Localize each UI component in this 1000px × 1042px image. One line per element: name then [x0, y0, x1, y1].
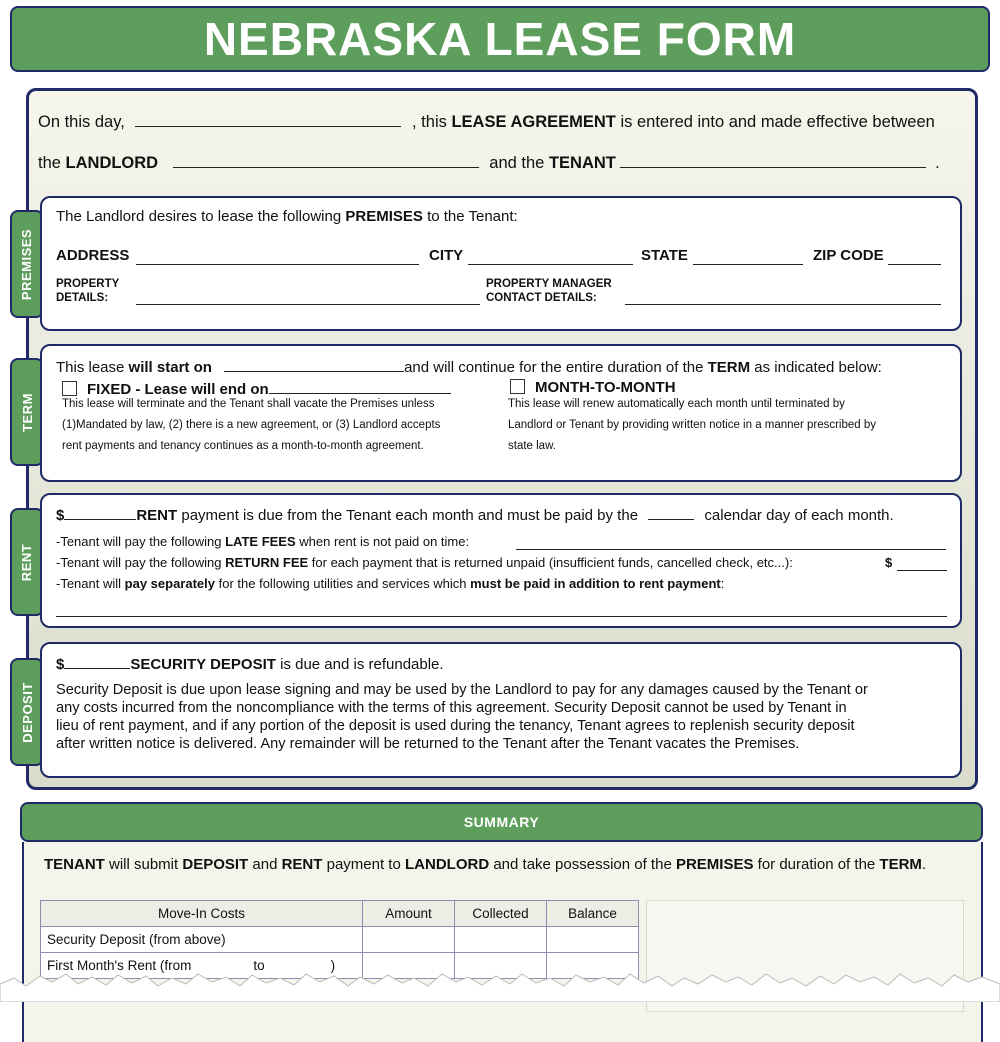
deposit-dollar: $: [56, 656, 65, 673]
premises-desc: [56, 208, 518, 225]
tenant-field[interactable]: [620, 153, 926, 168]
ret-a: -Tenant will pay the following: [56, 555, 222, 570]
rent-due-a: payment is due from the Tenant each month and must be paid by the: [181, 507, 639, 524]
deposit-p1: Security Deposit is due upon lease signing and may be used by the Landlord to pay for any damages caused by the Tenant or: [56, 682, 868, 698]
summary-s8: and take possession of the: [493, 856, 672, 873]
utilities-line: [56, 576, 724, 591]
premises-section: [40, 196, 962, 331]
summary-s12: .: [921, 856, 927, 873]
rent-due-line: [56, 505, 894, 524]
premises-desc-c: to the Tenant:: [427, 208, 518, 225]
intro-text: On this day,: [38, 113, 125, 131]
torn-edge: [0, 962, 1000, 1002]
deposit-label: SECURITY DEPOSIT: [130, 656, 276, 673]
manager-contact-line2: CONTACT DETAILS:: [486, 292, 597, 304]
term-tab: [10, 358, 44, 466]
intro-text: TENANT: [548, 154, 616, 172]
manager-contact-field[interactable]: [625, 290, 941, 305]
term-start-c: and will continue for the entire duration of the: [404, 359, 704, 376]
property-details-line1: PROPERTY: [56, 278, 120, 290]
rent-amount-field[interactable]: [64, 505, 136, 520]
city-label: CITY: [429, 247, 464, 264]
premises-desc-a: The Landlord desires to lease the following: [56, 208, 342, 225]
summary-statement: [44, 856, 926, 873]
summary-s9: PREMISES: [675, 856, 754, 873]
mtm-label: MONTH-TO-MONTH: [535, 379, 676, 396]
premises-tab-label: PREMISES: [19, 228, 35, 300]
deposit-tab: [10, 658, 44, 766]
intro-text: , this: [412, 113, 447, 131]
premises-tab: [10, 210, 44, 318]
mtm-checkbox[interactable]: [510, 379, 525, 394]
deposit-amount-field[interactable]: [64, 654, 130, 669]
collected-cell[interactable]: [455, 927, 547, 953]
fixed-option: [62, 379, 451, 398]
summary-s1: TENANT: [44, 856, 105, 873]
summary-s4: and: [252, 856, 278, 873]
term-start-b: will start on: [128, 359, 212, 376]
intro-text: .: [935, 154, 940, 172]
intro-text: LANDLORD: [65, 154, 159, 172]
zip-label: ZIP CODE: [813, 247, 884, 264]
utilities-field[interactable]: [56, 602, 947, 617]
deposit-section: [40, 642, 962, 778]
city-field[interactable]: [468, 250, 633, 265]
row2-a: First Month's Rent (from: [47, 958, 192, 973]
intro-text: the: [38, 154, 61, 172]
landlord-field[interactable]: [173, 153, 479, 168]
end-date-field[interactable]: [269, 379, 451, 394]
rent-label: RENT: [136, 507, 178, 524]
property-details-field[interactable]: [136, 290, 480, 305]
rent-dollar: $: [56, 507, 65, 524]
fixed-desc-3: rent payments and tenancy continues as a month-to-month agreement.: [62, 440, 424, 452]
rent-tab-label: RENT: [19, 543, 35, 581]
summary-s6: payment to: [326, 856, 401, 873]
rent-section: [40, 493, 962, 628]
util-d: must be paid in addition to rent payment: [470, 576, 721, 591]
intro-text: and the: [489, 154, 545, 172]
return-fee-dollar: $: [885, 555, 893, 570]
deposit-tab-label: DEPOSIT: [19, 681, 35, 743]
late-a: -Tenant will pay the following: [56, 534, 222, 549]
deposit-line: [56, 654, 444, 673]
address-field[interactable]: [136, 250, 419, 265]
late-fees-line: [56, 534, 469, 549]
state-field[interactable]: [693, 250, 803, 265]
zip-field[interactable]: [888, 250, 941, 265]
deposit-p4: after written notice is delivered. Any remainder will be returned to the Tenant after the Tenant vacates the Premises.: [56, 736, 800, 752]
return-fee-line: [56, 555, 793, 570]
state-label: STATE: [641, 247, 688, 264]
table-row: [41, 927, 639, 953]
mtm-option: [510, 379, 676, 396]
table-header: Move-In Costs: [41, 901, 363, 927]
summary-title: SUMMARY: [20, 802, 983, 842]
intro-line-2: [38, 153, 940, 173]
ret-b: RETURN FEE: [225, 555, 309, 570]
term-start-d: TERM: [707, 359, 751, 376]
form-title: NEBRASKA LEASE FORM: [10, 6, 990, 72]
util-c: for the following utilities and services which: [218, 576, 467, 591]
rent-due-b: calendar day of each month.: [704, 507, 894, 524]
table-header: Balance: [547, 901, 639, 927]
mtm-desc-1: This lease will renew automatically each month until terminated by: [508, 398, 845, 410]
intro-text: is entered into and made effective between: [620, 113, 935, 131]
table-cell: Security Deposit (from above): [41, 927, 363, 953]
row2-b: to: [253, 958, 265, 973]
row2-c: ): [330, 958, 336, 973]
fixed-checkbox[interactable]: [62, 381, 77, 396]
date-field[interactable]: [135, 112, 401, 127]
amount-cell[interactable]: [363, 927, 455, 953]
table-header-row: [41, 901, 639, 927]
start-date-field[interactable]: [224, 357, 404, 372]
term-start: [56, 357, 882, 376]
property-details-label: [56, 277, 119, 305]
property-details-line2: DETAILS:: [56, 292, 109, 304]
summary-s7: LANDLORD: [405, 856, 490, 873]
premises-desc-b: PREMISES: [345, 208, 423, 225]
summary-s3: DEPOSIT: [182, 856, 249, 873]
table-header: Collected: [455, 901, 547, 927]
late-c: when rent is not paid on time:: [299, 534, 470, 549]
ret-c: for each payment that is returned unpaid (insufficient funds, cancelled check, etc...):: [311, 555, 793, 570]
summary-s2: will submit: [109, 856, 179, 873]
intro-text: LEASE AGREEMENT: [451, 113, 616, 131]
mtm-desc-2: Landlord or Tenant by providing written notice in a manner prescribed by: [508, 419, 876, 431]
intro-line-1: [38, 112, 935, 132]
term-tab-label: TERM: [19, 392, 35, 432]
fixed-desc-2: (1)Mandated by law, (2) there is a new agreement, or (3) Landlord accepts: [62, 419, 441, 431]
late-fees-field[interactable]: [516, 535, 946, 550]
term-section: [40, 344, 962, 482]
term-start-a: This lease: [56, 359, 125, 376]
util-a: -Tenant will: [56, 576, 122, 591]
late-b: LATE FEES: [225, 534, 296, 549]
summary-s10: for duration of the: [757, 856, 876, 873]
deposit-p2: any costs incurred from the noncompliance with the terms of this agreement. Security Deposit cannot be used by Tenant in: [56, 700, 847, 716]
summary-s5: RENT: [281, 856, 323, 873]
util-e: :: [720, 576, 725, 591]
summary-s11: TERM: [879, 856, 922, 873]
balance-cell[interactable]: [547, 927, 639, 953]
due-day-field[interactable]: [648, 505, 694, 520]
mtm-desc-3: state law.: [508, 440, 556, 452]
term-start-e: as indicated below:: [754, 359, 882, 376]
fixed-desc-1: This lease will terminate and the Tenant shall vacate the Premises unless: [62, 398, 435, 410]
return-fee-field[interactable]: [897, 556, 947, 571]
manager-contact-line1: PROPERTY MANAGER: [486, 278, 612, 290]
fixed-label: FIXED - Lease will end on: [87, 381, 269, 398]
rent-tab: [10, 508, 44, 616]
deposit-p3: lieu of rent payment, and if any portion of the deposit is used during the tenancy, Tenant agrees to replenish security deposit: [56, 718, 855, 734]
manager-contact-label: [486, 277, 612, 305]
util-b: pay separately: [124, 576, 215, 591]
table-header: Amount: [363, 901, 455, 927]
address-label: ADDRESS: [56, 247, 130, 264]
deposit-suffix: is due and is refundable.: [280, 656, 444, 673]
